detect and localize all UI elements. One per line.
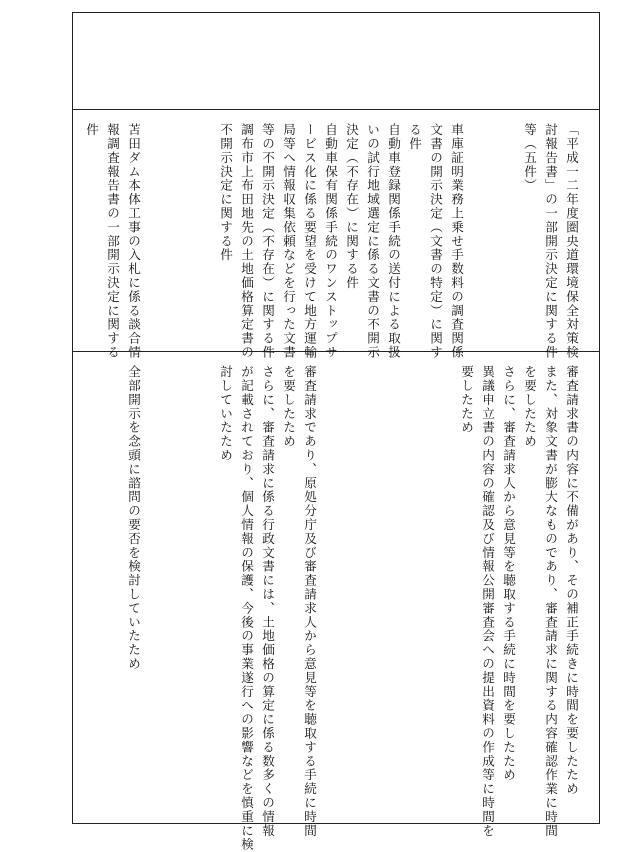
subject-line: 文書の開示決定（文書の特定）に関す xyxy=(428,123,443,360)
reason-line: 討していたため xyxy=(218,365,233,463)
reason-line: 審査請求書の内容に不備があり、その補正手続きに時間を要したため xyxy=(564,365,579,796)
reason-line: 審査請求であり、原処分庁及び審査請求人から意見等を聴取する手続に時間 xyxy=(302,365,317,838)
subject-line: 討報告書」の一部開示決定に関する件 xyxy=(543,123,558,360)
reason-line: 異議申立書の内容の確認及び情報公開審査会への提出資料の作成等に時間を xyxy=(480,365,495,838)
subject-line: 決定（不存在）に関する件 xyxy=(344,123,359,290)
subject-line: 報調査報告書の一部開示決定に関する xyxy=(105,123,120,360)
header-divider xyxy=(73,109,599,110)
subject-line: いの試行地域選定に係る文書の不開示 xyxy=(365,123,380,360)
reason-line: が記載されており、個人情報の保護、今後の事業遂行への影響などを慎重に検 xyxy=(239,365,254,852)
reason-line: さらに、審査請求に係る行政文書には、土地価格の算定に係る数多くの情報 xyxy=(260,365,275,838)
table-frame xyxy=(72,12,600,852)
subject-line: ービス化に係る要望を受けて地方運輸 xyxy=(302,123,317,360)
reason-line: 要したため xyxy=(459,365,474,435)
subject-line: 等の不開示決定（不存在）に関する件 xyxy=(260,123,275,360)
reason-line: さらに、審査請求人から意見等を聴取する手続に時間を要したため xyxy=(501,365,516,782)
reason-line: を要したため xyxy=(281,365,296,449)
subject-line: 「平成一二年度圏央道環境保全対策検 xyxy=(564,123,579,360)
subject-line: 苫田ダム本体工事の入札に係る談合情 xyxy=(126,123,141,360)
subject-line: 不開示決定に関する件 xyxy=(218,123,233,262)
subject-line: 自動車保有関係手続のワンストップサ xyxy=(323,123,338,360)
subject-line: 車庫証明業務上乗せ手数料の調査関係 xyxy=(449,123,464,360)
subject-line: る件 xyxy=(407,123,422,151)
reason-line: また、対象文書が膨大なものであり、審査請求に関する内容確認作業に時間 xyxy=(543,365,558,838)
subject-line: 自動車登録関係手続の送付による取扱 xyxy=(386,123,401,360)
subject-line: 調布市上布田地先の土地価格算定書の xyxy=(239,123,254,360)
subject-line: 件 xyxy=(84,123,99,137)
subject-line: 等（五件） xyxy=(522,123,537,193)
subject-line: 局等へ情報収集依頼などを行った文書 xyxy=(281,123,296,360)
reason-line: 全部開示を念頭に諮問の要否を検討していたため xyxy=(126,365,141,671)
reason-line: を要したため xyxy=(522,365,537,449)
